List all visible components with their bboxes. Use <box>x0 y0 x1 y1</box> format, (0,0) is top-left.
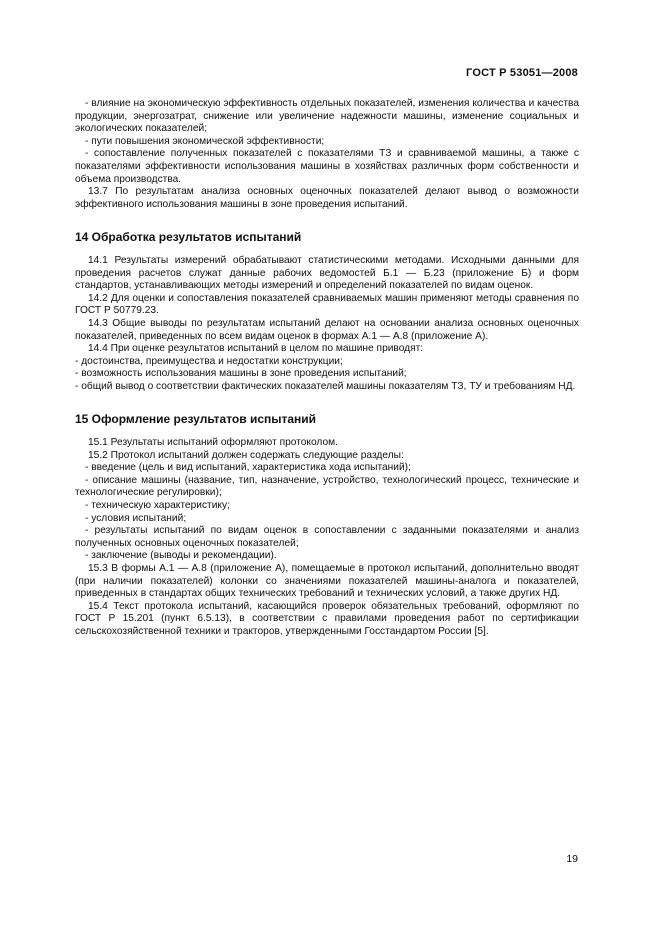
paragraph: 14.3 Общие выводы по результатам испытаний делают на основании анализа основных оценочных показателей, приведенных по всем видам оценок в формах А.1 — А.8 (приложение А). <box>75 317 579 342</box>
list-item: - заключение (выводы и рекомендации). <box>85 550 277 562</box>
paragraph: 14.4 При оценке результатов испытаний в целом по машине приводят: <box>88 343 424 355</box>
section-heading-15: 15 Оформление результатов испытаний <box>75 412 317 427</box>
list-item: - техническую характеристику; <box>85 500 230 512</box>
list-item: - достоинства, преимущества и недостатки конструкции; <box>75 355 343 367</box>
section-heading-14: 14 Обработка результатов испытаний <box>75 230 302 245</box>
document-code-header: ГОСТ Р 53051—2008 <box>466 67 578 79</box>
list-item: - результаты испытаний по видам оценок в сопоставлении с заданными показателями и анализ полученных основных оценочных показателей; <box>75 525 579 549</box>
list-item: - условия испытаний; <box>85 512 187 524</box>
paragraph: 15.1 Результаты испытаний оформляют протоколом. <box>88 437 338 449</box>
page-number: 19 <box>566 853 578 865</box>
paragraph: 14.2 Для оценки и сопоставления показателей сравниваемых машин применяют методы сравнения по ГОСТ Р 50779.23. <box>75 292 579 317</box>
paragraph: 15.4 Текст протокола испытаний, касающийся проверок обязательных требований, оформляют по ГОСТ Р 15.201 (пункт 6.5.13), в соответствии с правилами проведения работ по сертификации сельскохозяйственной техники и тракторов, утвержденными Госстандартом России [5]. <box>75 600 579 637</box>
paragraph: 15.2 Протокол испытаний должен содержать следующие разделы: <box>88 449 404 461</box>
paragraph: 14.1 Результаты измерений обрабатывают статистическими методами. Исходными данными для проведения расчетов служат данные рабочих ведомостей Б.1 — Б.23 (приложение Б) и форм стандартов, устанавливающих методы измерений и определений показателей по видам оценок. <box>75 254 579 292</box>
paragraph: - влияние на экономическую эффективность отдельных показателей, изменения количества и качества продукции, энергозатрат, снижение или увеличение надежности машины, изменение социальных и экологических показателей; <box>75 98 579 135</box>
document-body <box>75 98 579 639</box>
list-item: - общий вывод о соответствии фактических показателей машины показателям ТЗ, ТУ и требованиям НД. <box>75 380 576 392</box>
list-item: - введение (цель и вид испытаний, характеристика хода испытаний); <box>85 462 411 474</box>
list-item: - описание машины (название, тип, назначение, устройство, технологический процесс, технические и технологические регулировки); <box>75 474 579 499</box>
paragraph: - пути повышения экономической эффективности; <box>85 135 325 147</box>
paragraph: 15.3 В формы А.1 — А.8 (приложение А), помещаемые в протокол испытаний, дополнительно вводят (при наличии показателей) колонки со значениями показателей машины-аналога и показателей, приведенных в стандартах общих технических требований и технических условий, а также других НД. <box>75 563 579 600</box>
paragraph: 13.7 По результатам анализа основных оценочных показателей делают вывод о возможности эффективного использования машины в зоне проведения испытаний. <box>75 186 579 210</box>
list-item: - возможность использования машины в зоне проведения испытаний; <box>75 368 407 380</box>
paragraph: - сопоставление полученных показателей с показателями ТЗ и сравниваемой машины, а также с показателями эффективности использования машины в хозяйствах различных форм собственности и объема производства. <box>75 148 579 185</box>
